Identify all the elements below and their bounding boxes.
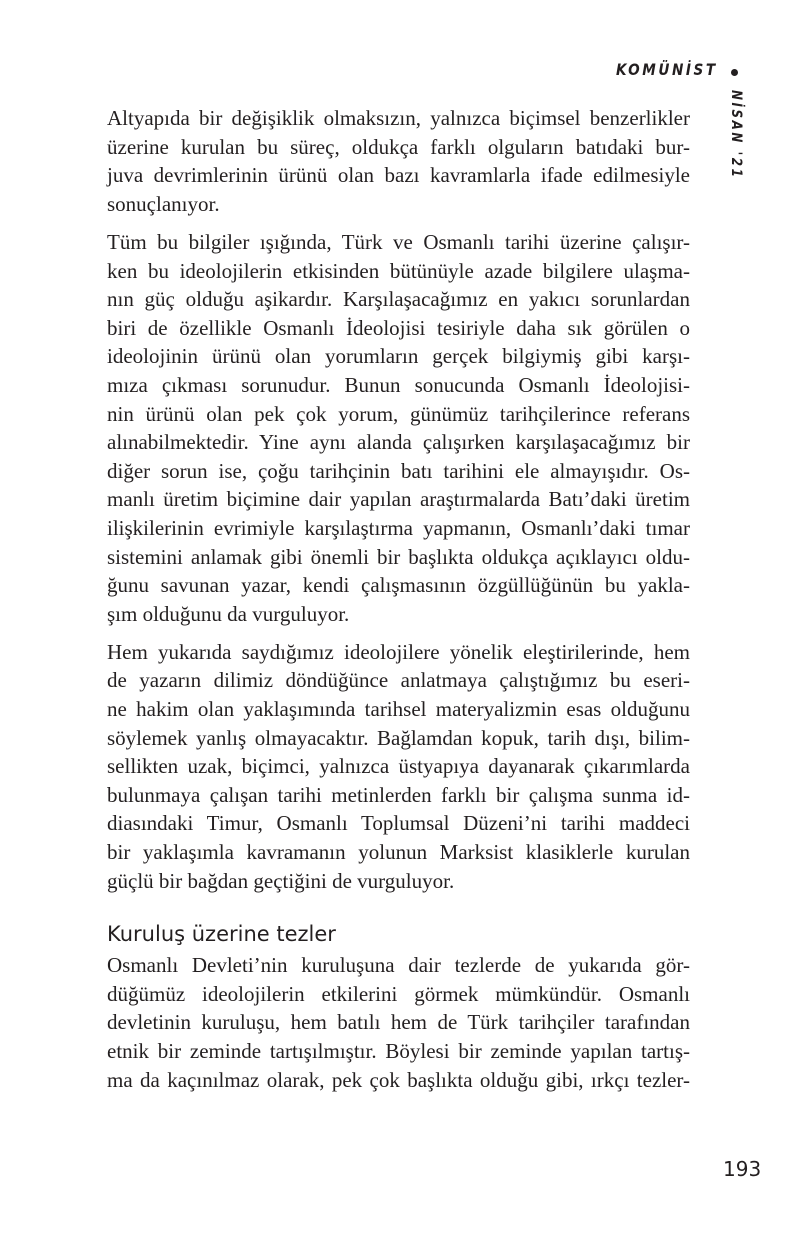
text-line: ideolojinin ürünü olan yorumların gerçek bilgiymiş gibi karşı- [107,344,690,369]
text-line: diğer sorun ise, çoğu tarihçinin batı tarihini ele almayışıdır. Os- [107,458,690,483]
text-line: sellikten uzak, biçimci, yalnızca üstyapıya dayanarak çıkarımlarda [107,754,690,779]
bullet-dot-icon [731,69,738,76]
text-line: ilişkilerinin evrimiyle karşılaştırma yapmanın, Osmanlı’daki tımar [107,515,690,540]
text-line: bir yaklaşımla kavramanın yolunun Marksist klasiklerle kurulan [107,840,690,865]
text-line: ne hakim olan yaklaşımında tarihsel materyalizmin esas olduğunu [107,697,690,722]
text-line: devletinin kuruluşu, hem batılı hem de Türk tarihçiler tarafından [107,1010,690,1035]
paragraph-3 [107,638,690,895]
text-line: ken bu ideolojilerin etkisinden bütünüyle azade bilgilere ulaşma- [107,258,690,283]
paragraph-2 [107,228,690,628]
text-line: biri de özellikle Osmanlı İdeolojisi tesiriyle daha sık görülen o [107,315,690,340]
text-line: de yazarın dilimiz döndüğünce anlatmaya çalıştığımız bu eseri- [107,668,690,693]
running-head-magazine-title: KOMÜNİST [616,60,718,79]
page-number: 193 [723,1157,762,1181]
text-line: manlı üretim biçimine dair yapılan araştırmalarda Batı’daki üretim [107,487,690,512]
text-line: güçlü bir bağdan geçtiğini de vurguluyor. [107,868,455,893]
text-line: üzerine kurulan bu süreç, oldukça farklı olguların batıdaki bur- [107,134,690,159]
text-line: düğümüz ideolojilerin etkilerini görmek mümkündür. Osmanlı [107,981,690,1006]
text-line: alınabilmektedir. Yine aynı alanda çalışırken karşılaşacağımız bir [107,430,690,455]
text-line: ğunu savunan yazar, kendi çalışmasının özgüllüğünün bu yakla- [107,573,690,598]
paragraph-1 [107,104,690,218]
text-line: juva devrimlerinin ürünü olan bazı kavramlarla ifade edilmesiyle [107,163,690,188]
running-head-issue-date: NİSAN '21 [728,90,744,180]
paragraph-4 [107,951,690,1094]
text-line: sonuçlanıyor. [107,191,220,216]
text-line: sistemini anlamak gibi önemli bir başlıkta oldukça açıklayıcı oldu- [107,544,690,569]
text-line: mıza çıkması sorunudur. Bunun sonucunda Osmanlı İdeolojisi- [107,372,690,397]
text-line: söylemek yanlış olmayacaktır. Bağlamdan kopuk, tarih dışı, bilim- [107,725,690,750]
text-line: Tüm bu bilgiler ışığında, Türk ve Osmanlı tarihi üzerine çalışır- [107,229,690,254]
text-line: Altyapıda bir değişiklik olmaksızın, yalnızca biçimsel benzerlikler [107,106,690,130]
text-line: ma da kaçınılmaz olarak, pek çok başlıkta olduğu gibi, ırkçı tezler- [107,1067,690,1092]
text-line: şım olduğunu da vurguluyor. [107,601,350,626]
text-line: nın güç olduğu aşikardır. Karşılaşacağımız en yakıcı sorunlardan [107,287,690,312]
text-line: bulunmaya çalışan tarihi metinlerden farklı bir çalışma sunma id- [107,782,690,807]
text-line: Osmanlı Devleti’nin kuruluşuna dair tezlerde de yukarıda gör- [107,953,690,978]
text-line: Hem yukarıda saydığımız ideolojilere yönelik eleştirilerinde, hem [107,639,690,664]
text-line: nin ürünü olan pek çok yorum, günümüz tarihçilerince referans [107,401,690,426]
section-heading: Kuruluş üzerine tezler [107,922,336,947]
article-body [107,104,690,1094]
text-line: diasındaki Timur, Osmanlı Toplumsal Düzeni’ni tarihi maddeci [107,811,690,836]
text-line: etnik bir zeminde tartışılmıştır. Böylesi bir zeminde yapılan tartış- [107,1039,690,1063]
